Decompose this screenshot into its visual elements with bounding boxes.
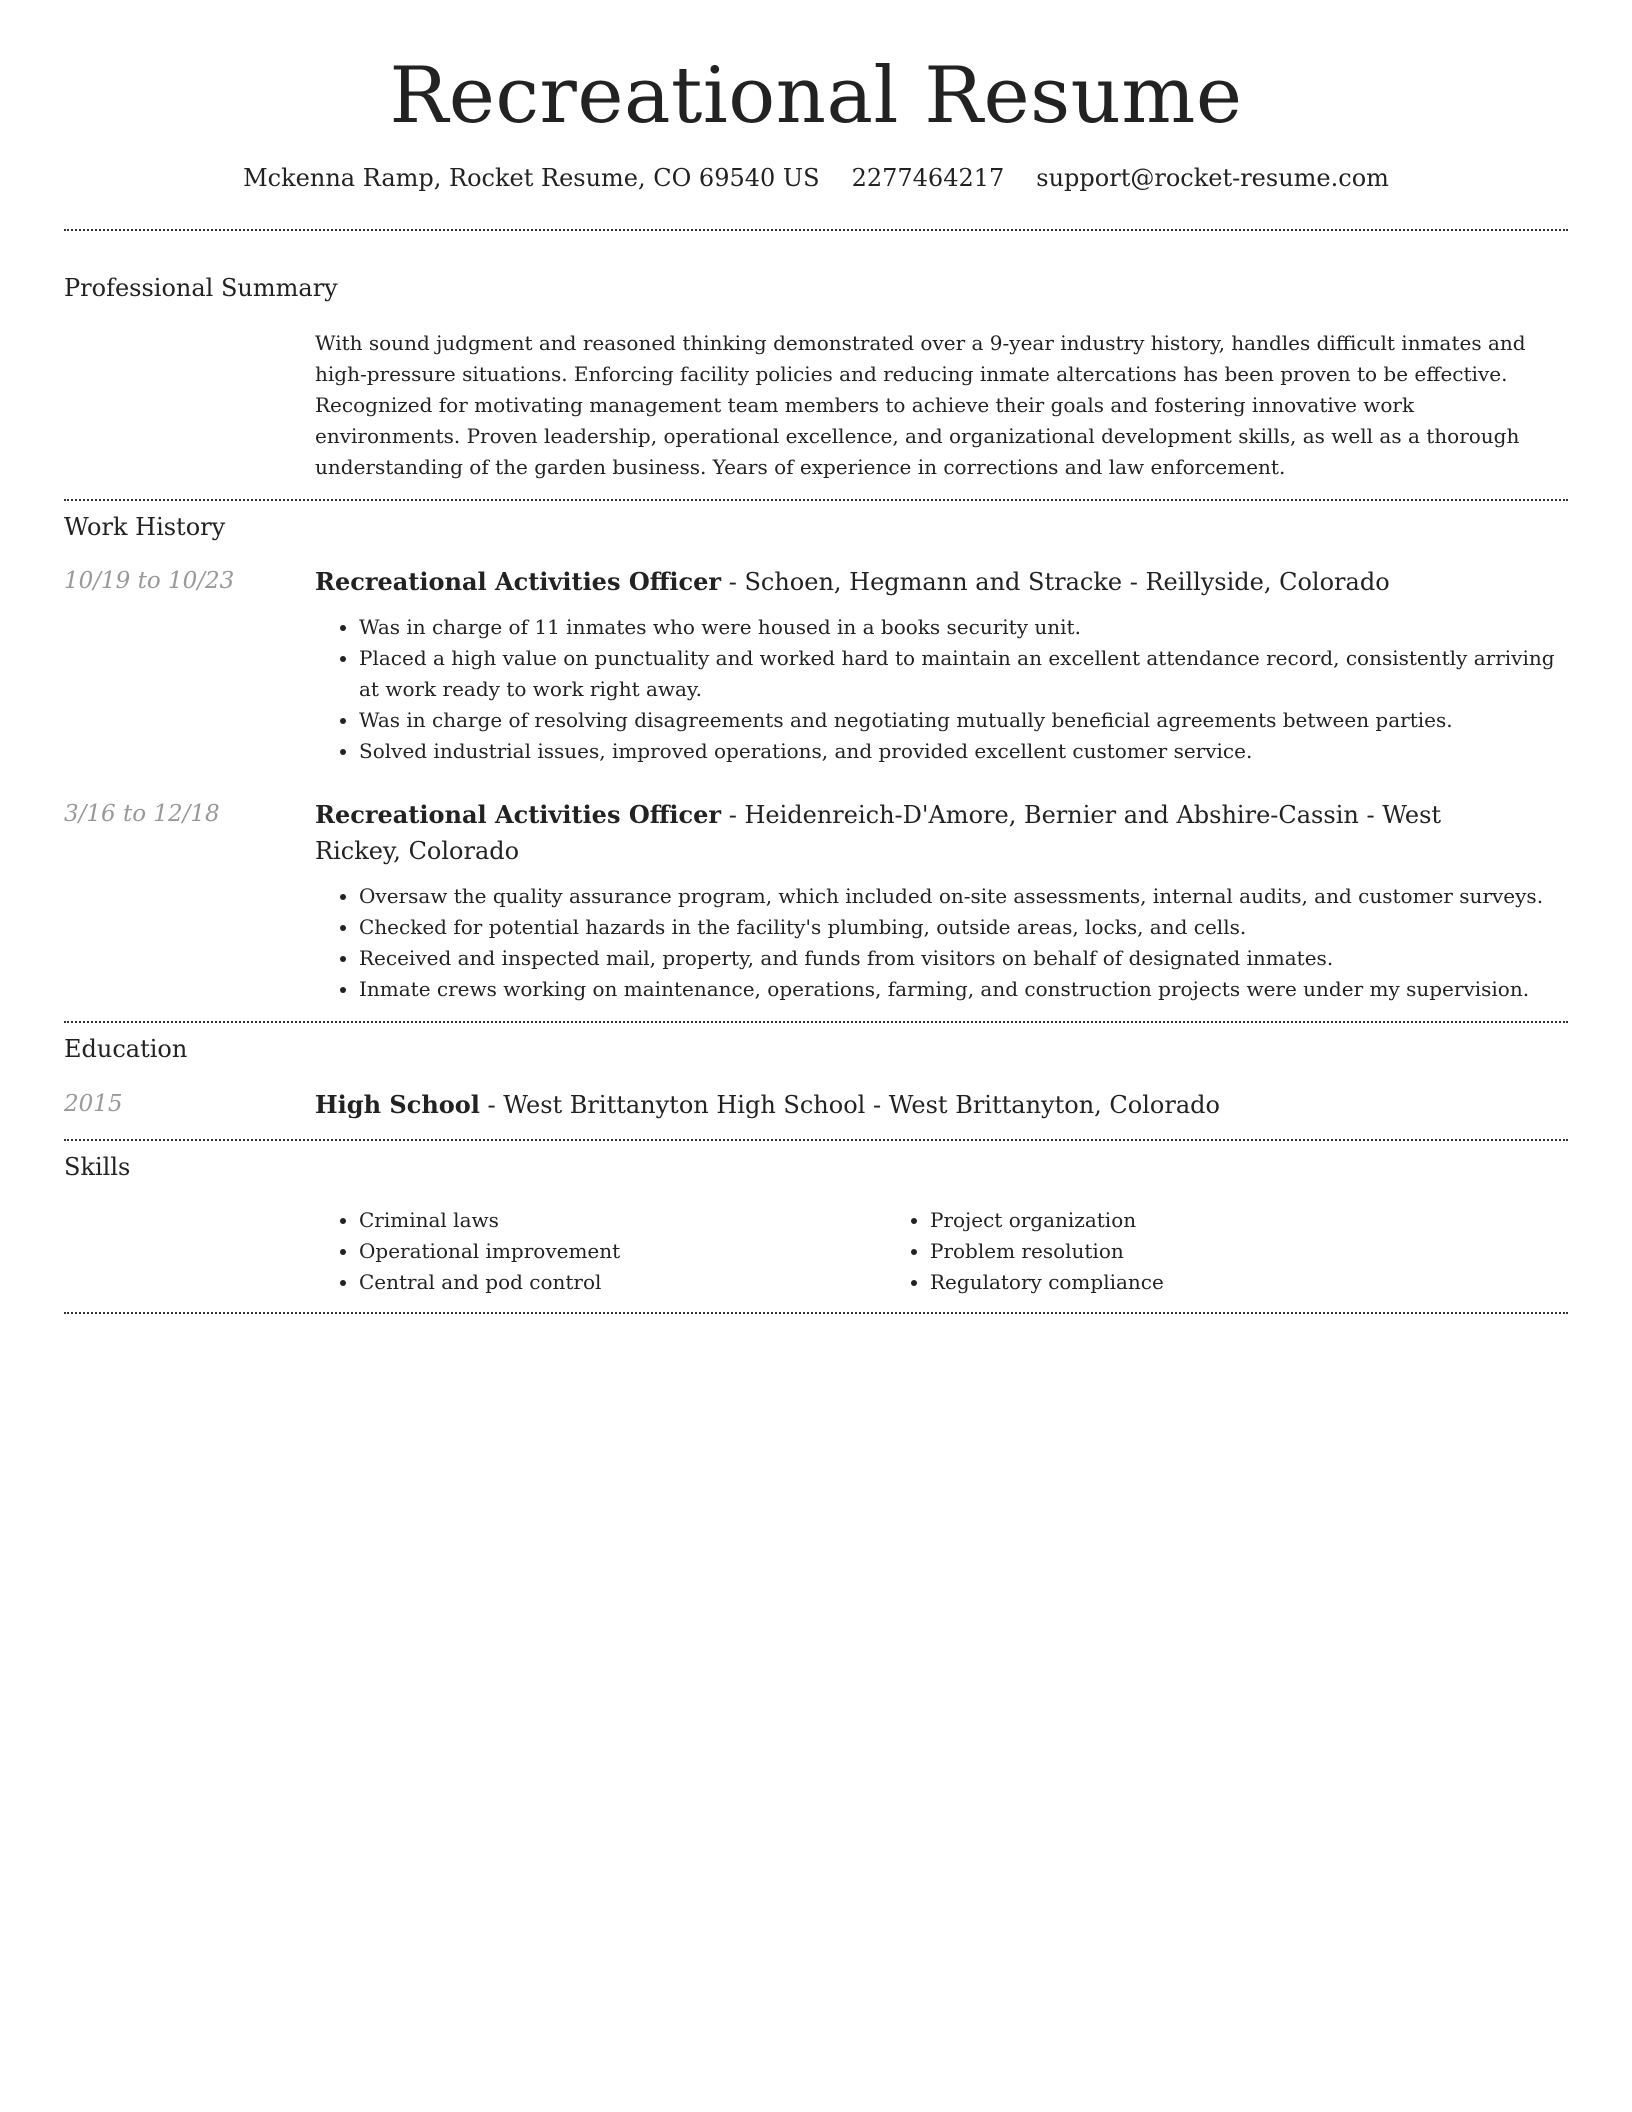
skill-item: • Project organization <box>930 1205 1457 1236</box>
job-bullets <box>315 612 1568 767</box>
work-history-section <box>64 501 1568 1006</box>
education-entry <box>64 1087 1568 1123</box>
skill-item: • Operational improvement <box>359 1236 886 1267</box>
summary-text: With sound judgment and reasoned thinking demonstrated over a 9-year industry history, handles difficult inmates and high-pressure situations. Enforcing facility policies and reducing inmate altercations has been proven to be effective. Recognized for motivating management team members to achieve their goals and fostering innovative work environments. Proven leadership, operational excellence, and organizational development skills, as well as a thorough understanding of the garden business. Years of experience in corrections and law enforcement. <box>315 330 1526 479</box>
education-details: - West Brittanyton High School - West Brittanyton, Colorado <box>479 1090 1220 1119</box>
skill-item: • Criminal laws <box>359 1205 886 1236</box>
job-dates: 10/19 to 10/23 <box>64 568 235 595</box>
job-role: Recreational Activities Officer <box>315 800 722 830</box>
job-bullet: • Placed a high value on punctuality and worked hard to maintain an excellent attendance record, consistently arriving at work ready to work right away. <box>359 643 1568 705</box>
job-entry <box>64 564 1568 767</box>
summary-heading: Professional Summary <box>64 274 338 303</box>
job-bullet: • Solved industrial issues, improved operations, and provided excellent customer service. <box>359 736 1568 767</box>
skills-column-1 <box>315 1205 886 1298</box>
education-heading: Education <box>64 1035 188 1064</box>
skills-divider <box>64 1312 1568 1314</box>
job-bullets <box>315 881 1568 1005</box>
education-year: 2015 <box>64 1090 123 1117</box>
skill-item: • Regulatory compliance <box>930 1267 1457 1298</box>
contact-info <box>64 162 1568 196</box>
job-bullet: • Was in charge of 11 inmates who were housed in a books security unit. <box>359 612 1568 643</box>
job-title <box>315 564 1568 600</box>
education-degree: High School <box>315 1089 480 1119</box>
resume-title: Recreational Resume <box>389 51 1243 141</box>
job-dates: 3/16 to 12/18 <box>64 801 220 828</box>
job-details: - Heidenreich-D'Amore, Bernier and Abshire-Cassin - West Rickey, Colorado <box>315 801 1442 866</box>
job-bullet: • Received and inspected mail, property, and funds from visitors on behalf of designated inmates. <box>359 943 1568 974</box>
contact-email: support@rocket-resume.com <box>1036 163 1389 192</box>
work-history-heading: Work History <box>64 512 226 541</box>
job-title <box>315 797 1568 869</box>
job-bullet: • Oversaw the quality assurance program, which included on-site assessments, internal audits, and customer surveys. <box>359 881 1568 912</box>
job-role: Recreational Activities Officer <box>315 567 722 597</box>
skills-column-2 <box>886 1205 1457 1298</box>
skills-section <box>64 1141 1568 1298</box>
job-details: - Schoen, Hegmann and Stracke - Reillyside, Colorado <box>721 568 1390 597</box>
resume-header <box>64 0 1568 195</box>
skill-item: • Problem resolution <box>930 1236 1457 1267</box>
contact-address: Mckenna Ramp, Rocket Resume, CO 69540 US <box>243 163 820 192</box>
education-section <box>64 1023 1568 1123</box>
job-bullet: • Checked for potential hazards in the facility's plumbing, outside areas, locks, and cells. <box>359 912 1568 943</box>
skill-item: • Central and pod control <box>359 1267 886 1298</box>
education-title <box>315 1087 1568 1123</box>
skills-grid <box>315 1205 1568 1298</box>
summary-section <box>64 231 1568 483</box>
skills-heading: Skills <box>64 1152 131 1181</box>
job-bullet: • Was in charge of resolving disagreements and negotiating mutually beneficial agreements between parties. <box>359 705 1568 736</box>
contact-phone: 2277464217 <box>851 163 1005 192</box>
job-bullet: • Inmate crews working on maintenance, operations, farming, and construction projects were under my supervision. <box>359 974 1568 1005</box>
job-entry <box>64 797 1568 1005</box>
